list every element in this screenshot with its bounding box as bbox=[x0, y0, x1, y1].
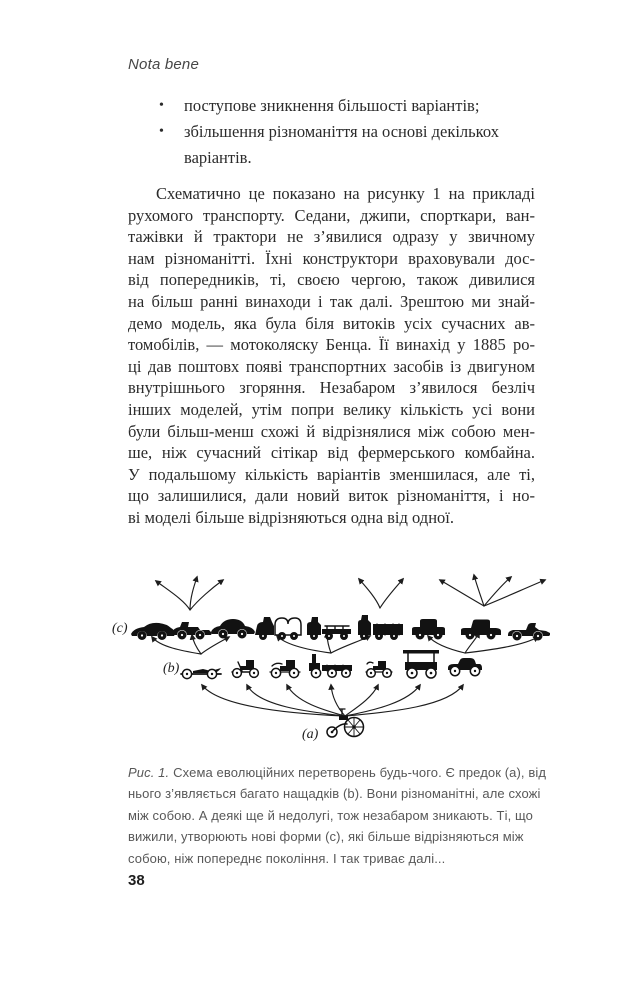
classic-sedan-icon bbox=[461, 620, 501, 640]
bullet-text: збільшення різноманіття на основі декількох варіантів. bbox=[184, 122, 499, 167]
list-item bbox=[128, 93, 548, 119]
evolution-diagram-svg bbox=[108, 566, 566, 760]
paragraph-line: нам різноманітті. Їхні конструктори враховували дос- bbox=[128, 248, 535, 268]
touring-car-icon bbox=[448, 658, 482, 676]
list-item bbox=[128, 119, 548, 171]
paragraph-line: внутрішнього згоряння. Незабаром з’явилося безліч bbox=[128, 378, 535, 398]
figure-caption bbox=[128, 762, 558, 869]
caption-line bbox=[128, 762, 558, 783]
page-number: 38 bbox=[128, 872, 145, 889]
dump-truck-icon bbox=[358, 615, 403, 640]
paragraph-line: тажівки й трактори не з’явилися одразу у звичному bbox=[128, 227, 535, 247]
caption-line: нього з’являється багато нащадків (b). Вони різноманітні, але схожі bbox=[128, 786, 541, 802]
paragraph-line: Схематично це показано на рисунку 1 на прикладі bbox=[156, 184, 535, 203]
paragraph-line: що залишилися, дали новий виток різноманіття, і но- bbox=[128, 486, 535, 506]
caption-figure-label: Рис. 1. bbox=[128, 765, 170, 780]
row-c-label: (c) bbox=[112, 621, 128, 636]
paragraph-line: були більш-менш схожі й відрізнялися між собою мен- bbox=[128, 421, 535, 441]
coupe-icon bbox=[211, 619, 255, 639]
bullet-icon: • bbox=[159, 98, 164, 113]
paragraph-line: томобілів, — мотоколяску Бенца. Її винахід у 1885 ро- bbox=[128, 335, 535, 355]
arrows-a-to-b bbox=[202, 685, 463, 716]
high-top-wagon-icon bbox=[403, 650, 439, 678]
bullet-icon: • bbox=[159, 124, 164, 139]
tricycle-buggy-icon bbox=[366, 661, 392, 677]
paragraph-line: рухомого транспорту. Седани, джипи, спорткари, ван- bbox=[128, 205, 535, 225]
row-a-label: (a) bbox=[302, 727, 319, 742]
quadricycle-icon bbox=[270, 660, 300, 678]
figure-evolution-diagram bbox=[108, 566, 566, 765]
row-b-label: (b) bbox=[163, 661, 180, 676]
paragraph-line: від попередників, ті, своєю чергою, також дивилися bbox=[128, 270, 535, 290]
paragraph-line: демо модель, яка була біля витоків усіх сучасних ав- bbox=[128, 313, 535, 333]
caption-line: вижили, утворюють нові форми (с), які більше відрізняються між bbox=[128, 829, 524, 845]
paragraph-line: У подальшому кількість варіантів зменшилася, але ті, bbox=[128, 464, 535, 484]
paragraph-line: ві моделі більше відрізняються одна від одної. bbox=[128, 507, 454, 527]
bullet-list bbox=[128, 93, 548, 171]
early-racer-icon bbox=[181, 668, 221, 679]
paragraph-line: ці дав поштовх появі транспортних засобів із двигуном bbox=[128, 356, 535, 376]
early-buggy-icon bbox=[232, 660, 258, 677]
main-paragraph bbox=[128, 183, 535, 529]
caption-line: собою, ніж попереднє покоління. І так триває далі... bbox=[128, 850, 446, 866]
caption-text: Схема еволюційних перетворень будь-чого. Є предок (а), від bbox=[173, 765, 547, 780]
flatbed-truck-icon bbox=[307, 617, 351, 640]
paragraph-line: на більш ранні винаходи і так далі. Зрештою ми знай- bbox=[128, 291, 535, 311]
paragraph-line: інших моделей, утім попри велику кількість усі вони bbox=[128, 399, 535, 419]
running-head: Nota bene bbox=[128, 56, 200, 73]
bullet-text: поступове зникнення більшості варіантів; bbox=[184, 96, 480, 115]
early-truck-icon bbox=[309, 654, 352, 678]
caption-line: між собою. А деякі ще й недолугі, тож незабаром зникають. Ті, що bbox=[128, 807, 533, 823]
paragraph-line: ше, ніж сучасний сітікар від фермерського комбайна. bbox=[128, 443, 535, 463]
arrows-above-row-c bbox=[156, 575, 545, 610]
classic-roadster-icon bbox=[508, 623, 550, 641]
